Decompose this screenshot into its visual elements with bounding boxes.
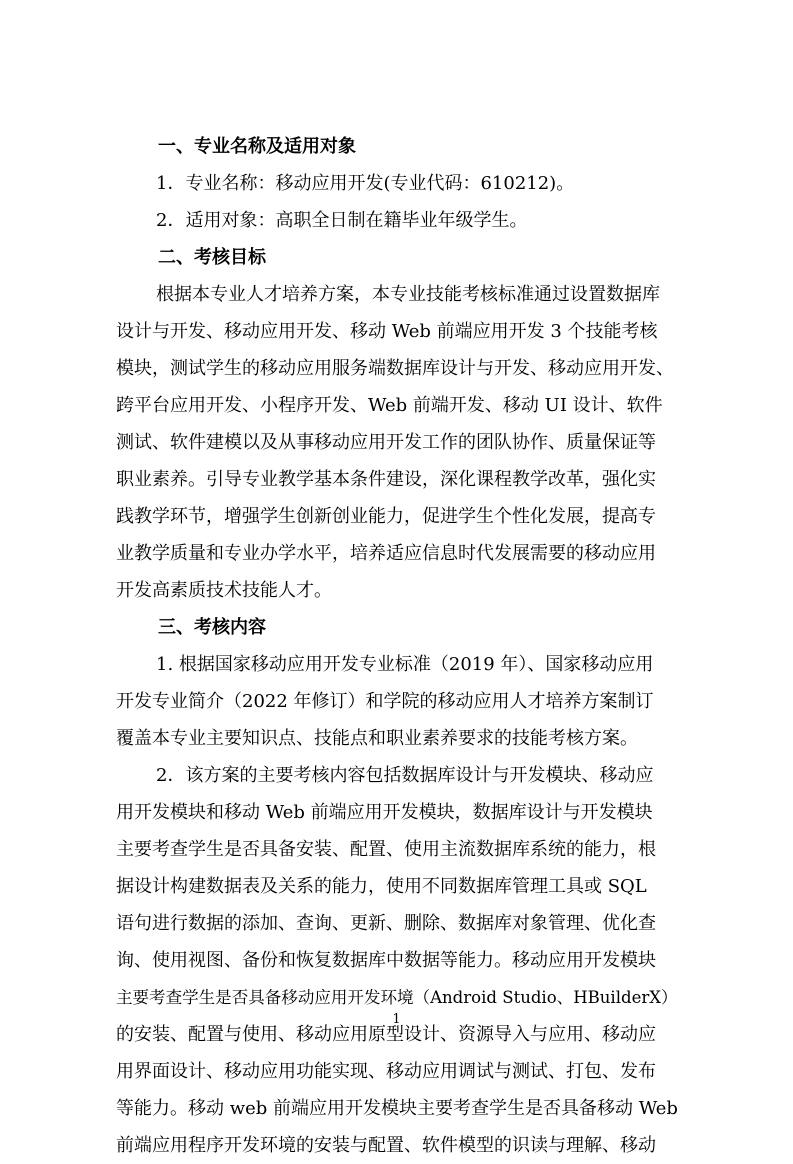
paragraph-line: 语句进行数据的添加、查询、更新、删除、数据库对象管理、优化查 xyxy=(116,913,656,934)
paragraph-line: 前端应用程序开发环境的安装与配置、软件模型的识读与理解、移动 xyxy=(116,1135,656,1156)
section-heading-name-and-target: 一、专业名称及适用对象 xyxy=(158,136,356,157)
paragraph-line: 询、使用视图、备份和恢复数据库中数据等能力。移动应用开发模块 xyxy=(116,950,656,971)
paragraph-line: 主要考查学生是否具备移动应用开发环境（Android Studio、HBuilderX） xyxy=(116,988,678,1007)
item-major-name: 1．专业名称：移动应用开发(专业代码：610212)。 xyxy=(156,173,575,194)
paragraph-line: 用界面设计、移动应用功能实现、移动应用调试与测试、打包、发布 xyxy=(116,1061,656,1082)
section-heading-assessment-goals: 二、考核目标 xyxy=(158,247,266,268)
paragraph-line: 的安装、配置与使用、移动应用原型设计、资源导入与应用、移动应 xyxy=(116,1024,656,1045)
paragraph-line: 业教学质量和专业办学水平，培养适应信息时代发展需要的移动应用 xyxy=(116,543,656,564)
paragraph-line: 1. 根据国家移动应用开发专业标准（2019 年）、国家移动应用 xyxy=(156,654,654,675)
paragraph-line: 开发专业简介（2022 年修订）和学院的移动应用人才培养方案制订 xyxy=(116,691,654,712)
paragraph-line: 跨平台应用开发、小程序开发、Web 前端开发、移动 UI 设计、软件 xyxy=(116,395,663,416)
paragraph-line: 2．该方案的主要考核内容包括数据库设计与开发模块、移动应 xyxy=(156,765,654,786)
paragraph-line: 测试、软件建模以及从事移动应用开发工作的团队协作、质量保证等 xyxy=(116,432,656,453)
paragraph-line: 覆盖本专业主要知识点、技能点和职业素养要求的技能考核方案。 xyxy=(116,728,638,749)
paragraph-assessment-goals xyxy=(116,276,678,609)
paragraph-line: 践教学环节，增强学生创新创业能力，促进学生个性化发展，提高专 xyxy=(116,506,656,527)
paragraph-line: 根据本专业人才培养方案，本专业技能考核标准通过设置数据库 xyxy=(156,284,660,305)
item-applicable-target: 2．适用对象：高职全日制在籍毕业年级学生。 xyxy=(156,210,528,231)
paragraph-line: 模块，测试学生的移动应用服务端数据库设计与开发、移动应用开发、 xyxy=(116,358,674,379)
paragraph-content-modules xyxy=(116,757,678,1164)
paragraph-line: 设计与开发、移动应用开发、移动 Web 前端应用开发 3 个技能考核 xyxy=(116,321,658,342)
document-body xyxy=(116,128,678,1164)
paragraph-line: 开发高素质技术技能人才。 xyxy=(116,580,332,601)
paragraph-line: 职业素养。引导专业教学基本条件建设，深化课程教学改革，强化实 xyxy=(116,469,656,490)
page-number: 1 xyxy=(392,1012,401,1027)
paragraph-content-basis xyxy=(116,646,678,757)
section-heading-assessment-content: 三、考核内容 xyxy=(158,617,266,638)
paragraph-line: 等能力。移动 web 前端应用开发模块主要考查学生是否具备移动 Web xyxy=(116,1098,678,1119)
paragraph-line: 用开发模块和移动 Web 前端应用开发模块，数据库设计与开发模块 xyxy=(116,802,653,823)
paragraph-line: 主要考查学生是否具备安装、配置、使用主流数据库系统的能力，根 xyxy=(116,839,656,860)
paragraph-line: 据设计构建数据表及关系的能力，使用不同数据库管理工具或 SQL xyxy=(116,876,647,897)
